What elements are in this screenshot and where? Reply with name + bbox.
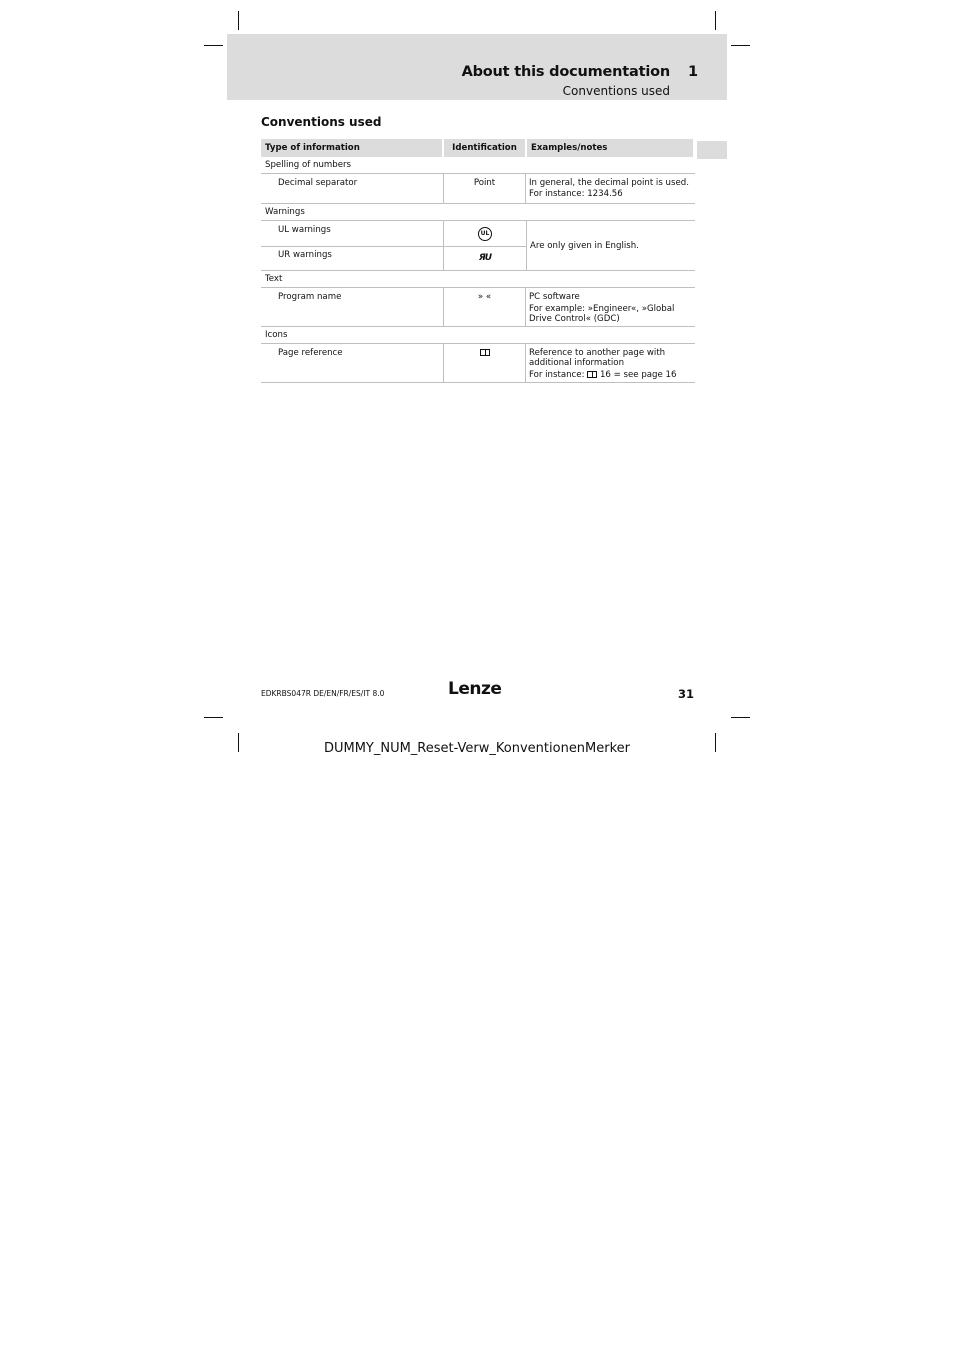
row-notes: [529, 292, 694, 324]
section-title: Conventions used: [261, 115, 382, 129]
group-text: Text: [261, 271, 695, 288]
book-icon: [480, 349, 490, 356]
chapter-number: 1: [688, 64, 699, 80]
crop-mark: [731, 45, 750, 46]
group-icons: Icons: [261, 327, 695, 344]
table-row: [261, 246, 526, 270]
row-identification: » «: [443, 288, 526, 326]
book-icon: [587, 371, 597, 378]
row-identification: Point: [443, 174, 526, 203]
note-line: In general, the decimal point is used.: [529, 178, 689, 188]
row-type: UR warnings: [278, 250, 332, 260]
row-type: Decimal separator: [278, 178, 358, 188]
row-identification: [443, 246, 526, 270]
table-row: [261, 221, 526, 247]
row-type: Page reference: [278, 348, 343, 358]
row-identification: [443, 221, 526, 246]
table-row: [261, 288, 695, 327]
note-line: Reference to another page with additional information: [529, 348, 666, 368]
note-line: For instance: 16 = see page 16: [529, 370, 677, 380]
crop-mark: [204, 717, 223, 718]
note-line: PC software: [529, 292, 580, 302]
ur-mark-icon: ЯU: [478, 253, 492, 263]
warnings-block: [261, 221, 695, 271]
group-spelling-of-numbers: Spelling of numbers: [261, 157, 695, 174]
row-notes: [529, 348, 694, 380]
note-line: Are only given in English.: [530, 241, 639, 251]
column-header-identification: Identification: [444, 139, 525, 157]
row-notes: [529, 178, 694, 199]
group-warnings: Warnings: [261, 204, 695, 221]
crop-mark: [238, 11, 239, 30]
column-header-notes: Examples/notes: [527, 139, 693, 157]
row-notes: [526, 221, 696, 270]
row-identification: [443, 344, 526, 382]
chapter-title: About this documentation: [461, 64, 670, 80]
page-number: 31: [678, 687, 695, 701]
crop-mark: [715, 11, 716, 30]
crop-mark: [731, 717, 750, 718]
ul-mark-icon: UL: [478, 227, 492, 241]
lenze-logo: Lenze: [448, 679, 502, 699]
note-line: For example: »Engineer«, »Global Drive Control« (GDC): [529, 304, 675, 324]
side-tab-marker: [697, 141, 727, 159]
column-header-type: Type of information: [261, 139, 442, 157]
dummy-label: DUMMY_NUM_Reset-Verw_KonventionenMerker: [323, 741, 631, 756]
chapter-subtitle: Conventions used: [562, 84, 670, 98]
conventions-table: [261, 139, 695, 383]
table-header: [261, 139, 695, 157]
row-type: Program name: [278, 292, 342, 302]
table-row: [261, 344, 695, 383]
table-row: [261, 174, 695, 204]
document-code: EDKRBS047R DE/EN/FR/ES/IT 8.0: [261, 689, 385, 698]
row-type: UL warnings: [278, 225, 331, 235]
note-line: For instance: 1234.56: [529, 189, 623, 199]
crop-mark: [204, 45, 223, 46]
